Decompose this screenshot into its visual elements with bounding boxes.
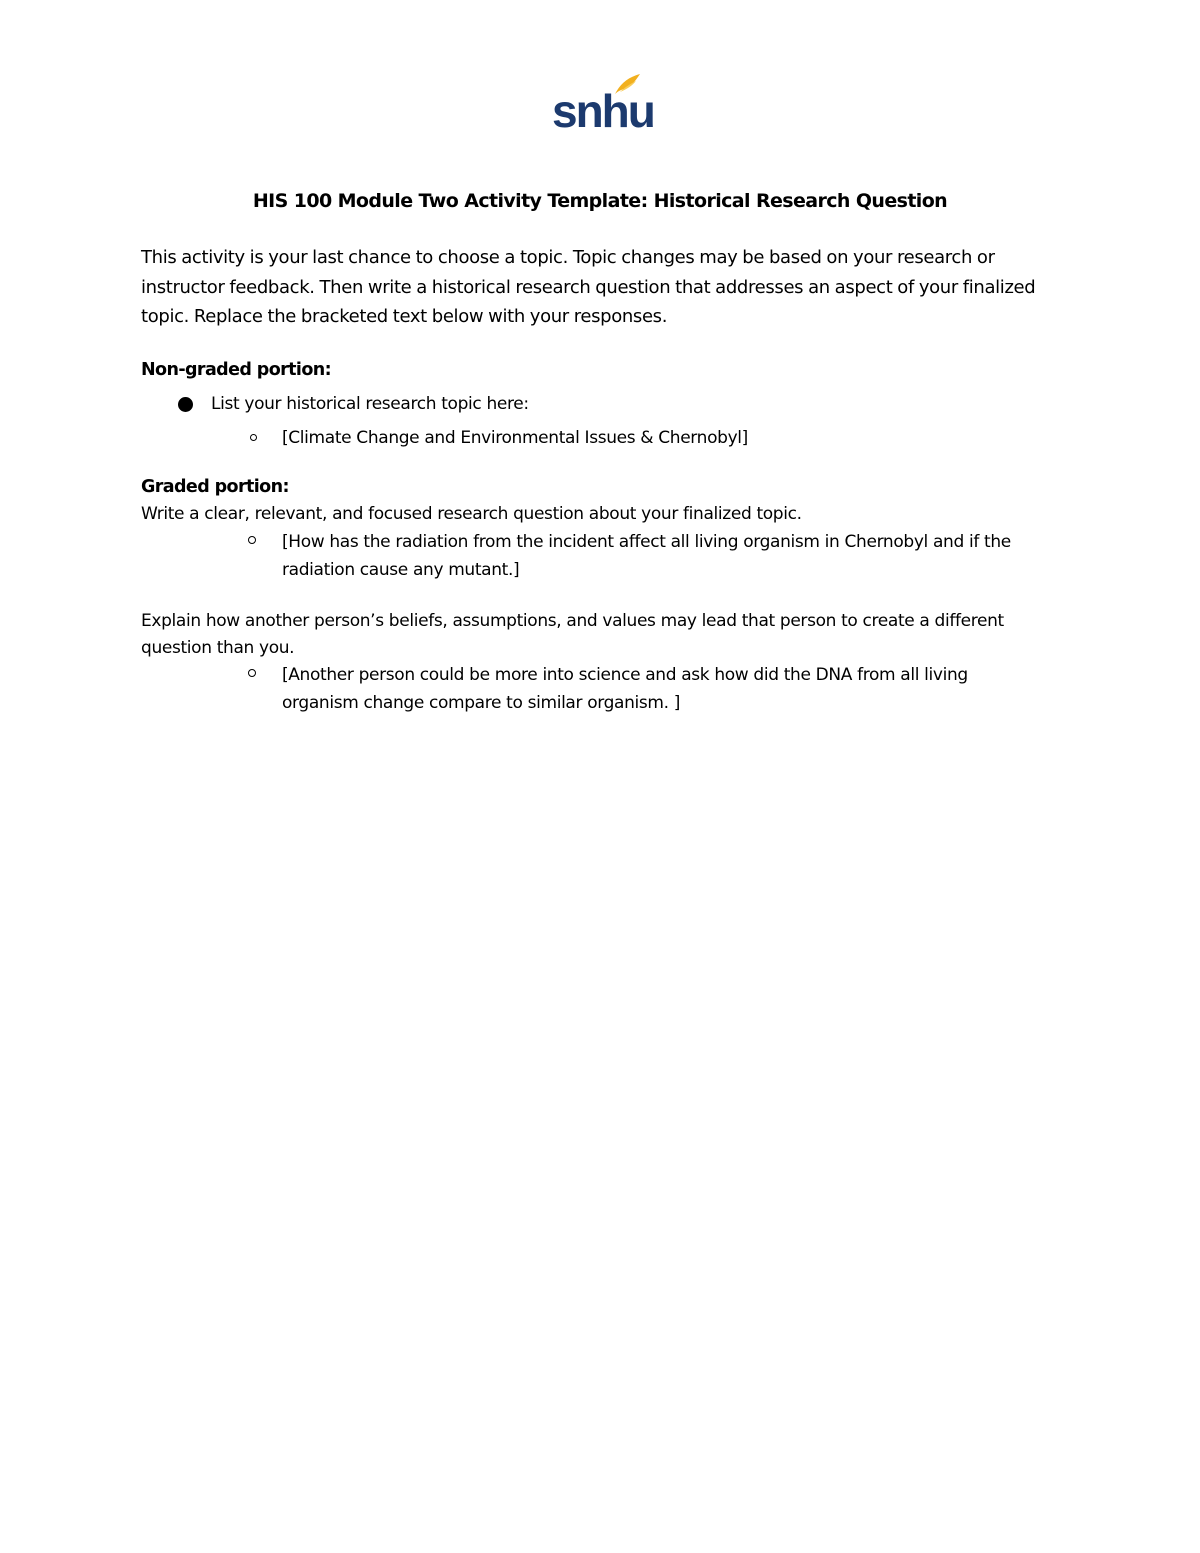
topic-response[interactable]: [Climate Change and Environmental Issues & Chernobyl] xyxy=(282,428,748,448)
question-response[interactable]: [How has the radiation from the incident affect all living organism in Chernobyl and if the radiation cause any mutant.] xyxy=(282,532,1011,580)
circle-bullet-icon xyxy=(248,536,256,544)
snhu-logo xyxy=(552,70,654,140)
bullet-icon xyxy=(178,397,193,412)
non-graded-heading: Non-graded portion: xyxy=(141,360,331,380)
graded-heading: Graded portion: xyxy=(141,477,289,497)
topic-prompt: List your historical research topic here: xyxy=(211,394,529,414)
circle-bullet-icon xyxy=(250,434,257,441)
question-prompt: Write a clear, relevant, and focused research question about your finalized topic. xyxy=(141,504,802,524)
topic-response-item xyxy=(244,424,1044,452)
explain-prompt: Explain how another person’s beliefs, assumptions, and values may lead that person to create a different question than you. xyxy=(141,611,1004,658)
logo-text: snhu xyxy=(552,85,654,137)
question-response-item xyxy=(244,528,1044,584)
circle-bullet-icon xyxy=(248,669,256,677)
page-title: HIS 100 Module Two Activity Template: Historical Research Question xyxy=(252,190,948,212)
explain-response[interactable]: [Another person could be more into science and ask how did the DNA from all living organism change compare to similar organism. ] xyxy=(282,665,968,713)
intro-paragraph: This activity is your last chance to choose a topic. Topic changes may be based on your research or instructor feedback. Then write a historical research question that addresses an aspect of your finalized topic. Replace the bracketed text below with your responses. xyxy=(141,247,1036,327)
explain-response-item xyxy=(244,661,1044,717)
